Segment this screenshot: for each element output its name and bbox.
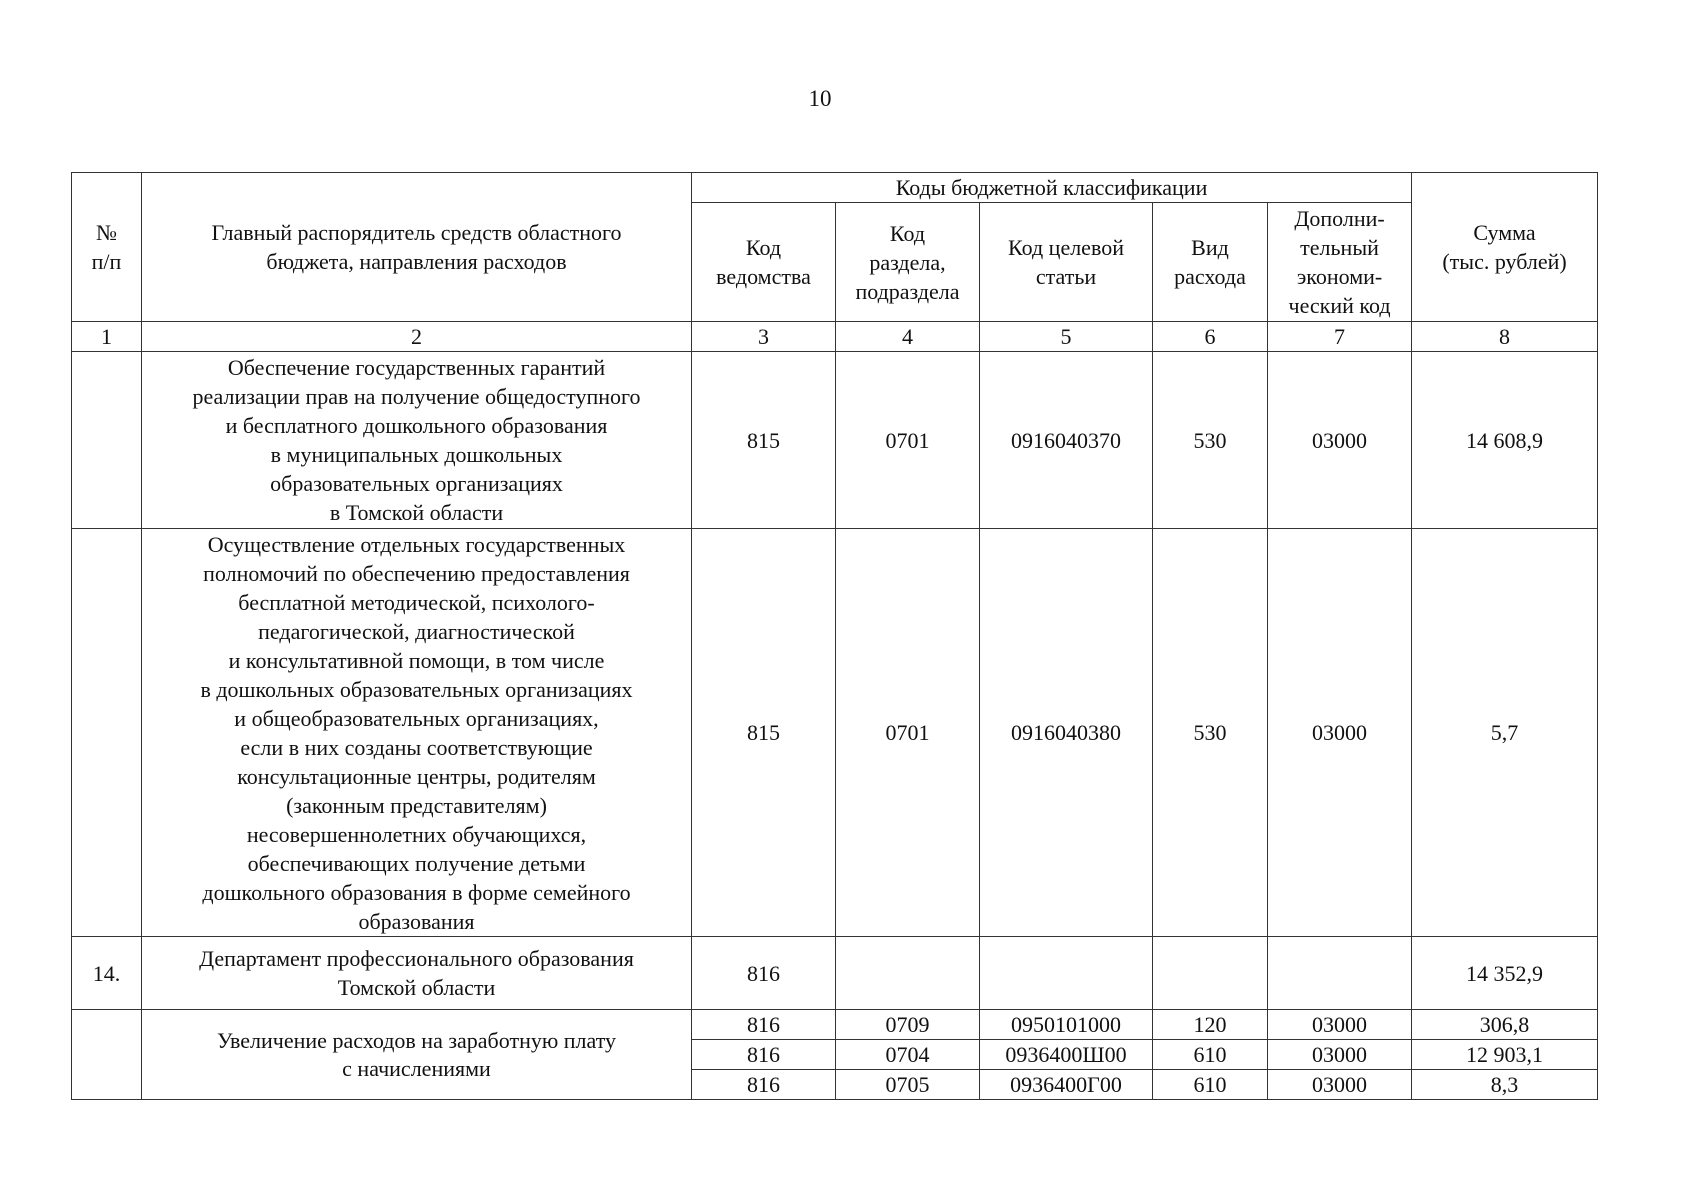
row-name: Увеличение расходов на заработную плату с начислениями <box>142 1010 692 1100</box>
row-section-code: 0709 <box>836 1010 980 1040</box>
row-expense-type: 120 <box>1153 1010 1268 1040</box>
row-econ-code: 03000 <box>1268 1010 1412 1040</box>
row-sum: 12 903,1 <box>1412 1040 1598 1070</box>
row-expense-type: 610 <box>1153 1070 1268 1100</box>
column-number: 7 <box>1268 322 1412 352</box>
row-target-code: 0936400Г00 <box>980 1070 1153 1100</box>
row-name: Департамент профессионального образования Томской области <box>142 937 692 1010</box>
row-sum: 306,8 <box>1412 1010 1598 1040</box>
row-sum: 14 352,9 <box>1412 937 1598 1010</box>
table-row <box>72 937 1598 1010</box>
row-econ-code: 03000 <box>1268 1070 1412 1100</box>
row-dept-code: 816 <box>692 937 836 1010</box>
column-number: 2 <box>142 322 692 352</box>
row-dept-code: 816 <box>692 1040 836 1070</box>
row-dept-code: 816 <box>692 1010 836 1040</box>
row-sum: 5,7 <box>1412 529 1598 937</box>
budget-table <box>71 172 1598 1100</box>
header-name: Главный распорядитель средств областного бюджета, направления расходов <box>142 173 692 322</box>
row-expense-type: 530 <box>1153 352 1268 529</box>
row-target-code <box>980 937 1153 1010</box>
row-target-code: 0916040370 <box>980 352 1153 529</box>
row-section-code <box>836 937 980 1010</box>
row-num <box>72 352 142 529</box>
row-target-code: 0936400Ш00 <box>980 1040 1153 1070</box>
table-row <box>72 529 1598 937</box>
header-expense-type: Вид расхода <box>1153 203 1268 322</box>
row-econ-code: 03000 <box>1268 529 1412 937</box>
header-dept-code: Код ведомства <box>692 203 836 322</box>
table-row <box>72 1010 1598 1040</box>
header-section-code: Код раздела, подраздела <box>836 203 980 322</box>
row-section-code: 0701 <box>836 529 980 937</box>
row-sum: 8,3 <box>1412 1070 1598 1100</box>
row-sum: 14 608,9 <box>1412 352 1598 529</box>
table-row <box>72 352 1598 529</box>
row-econ-code <box>1268 937 1412 1010</box>
row-expense-type: 530 <box>1153 529 1268 937</box>
row-section-code: 0704 <box>836 1040 980 1070</box>
row-section-code: 0705 <box>836 1070 980 1100</box>
column-number: 1 <box>72 322 142 352</box>
column-number: 8 <box>1412 322 1598 352</box>
page-number: 10 <box>808 86 832 111</box>
row-dept-code: 816 <box>692 1070 836 1100</box>
header-codes-group: Коды бюджетной классификации <box>692 173 1412 203</box>
row-name: Осуществление отдельных государственных полномочий по обеспечению предоставления бесплатной методической, психолого- педагогической, диагностической и консультативной помощи, в том числе в дошкольных образовательных организациях и общеобразовательных организациях, если в них созданы соответствующие консультационные центры, родителям (законным представителям) несовершеннолетних обучающихся, обеспечивающих получение детьми дошкольного образования в форме семейного образования <box>142 529 692 937</box>
header-econ-code: Дополни- тельный экономи- ческий код <box>1268 203 1412 322</box>
row-num: 14. <box>72 937 142 1010</box>
column-number: 3 <box>692 322 836 352</box>
column-number: 5 <box>980 322 1153 352</box>
column-number: 6 <box>1153 322 1268 352</box>
row-dept-code: 815 <box>692 529 836 937</box>
header-sum: Сумма (тыс. рублей) <box>1412 173 1598 322</box>
column-number: 4 <box>836 322 980 352</box>
row-expense-type: 610 <box>1153 1040 1268 1070</box>
row-econ-code: 03000 <box>1268 352 1412 529</box>
row-num <box>72 529 142 937</box>
row-expense-type <box>1153 937 1268 1010</box>
header-target-code: Код целевой статьи <box>980 203 1153 322</box>
row-target-code: 0950101000 <box>980 1010 1153 1040</box>
row-name: Обеспечение государственных гарантий реализации прав на получение общедоступного и бесплатного дошкольного образования в муниципальных дошкольных образовательных организациях в Томской области <box>142 352 692 529</box>
column-number-row <box>72 322 1598 352</box>
row-section-code: 0701 <box>836 352 980 529</box>
row-econ-code: 03000 <box>1268 1040 1412 1070</box>
header-num: № п/п <box>72 173 142 322</box>
row-dept-code: 815 <box>692 352 836 529</box>
row-num <box>72 1010 142 1100</box>
row-target-code: 0916040380 <box>980 529 1153 937</box>
